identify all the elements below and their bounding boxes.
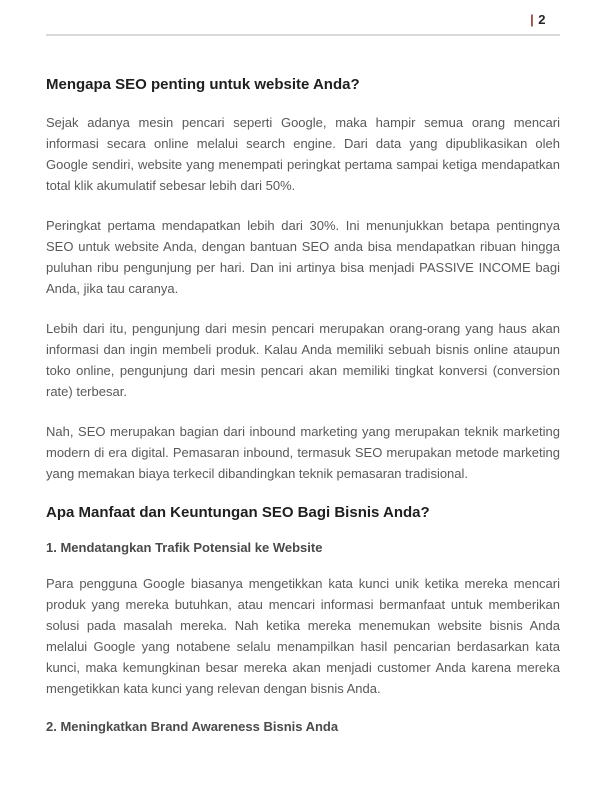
page-number	[46, 12, 560, 28]
paragraph-search-engine-data: Sejak adanya mesin pencari seperti Google, maka hampir semua orang mencari informasi secara online melalui search engine. Dari data yang dipublikasikan oleh Google sendiri, website yang menempati peringkat pertama sampai ketiga mendapatkan total klik akumulatif sebesar lebih dari 50%.	[46, 115, 560, 193]
page-number-value: 2	[538, 12, 546, 27]
heading-seo-benefits: Apa Manfaat dan Keuntungan SEO Bagi Bisnis Anda?	[46, 504, 430, 521]
subheading-potential-traffic: 1. Mendatangkan Trafik Potensial ke Website	[46, 540, 323, 555]
paragraph-google-keywords: Para pengguna Google biasanya mengetikkan kata kunci unik ketika mereka mencari produk yang mereka butuhkan, atau mencari informasi bermanfaat untuk memberikan solusi pada masalah mereka. Nah ketika mereka menemukan website bisnis Anda melalui Google yang notabene selalu menampilkan hasil pencarian berdasarkan kata kunci, maka kemungkinan besar mereka akan menjadi customer Anda karena mereka mengetikkan kata kunci yang relevan dengan bisnis Anda.	[46, 576, 560, 696]
header-rule	[46, 34, 560, 36]
subheading-brand-awareness: 2. Meningkatkan Brand Awareness Bisnis Anda	[46, 719, 339, 734]
paragraph-conversion-rate: Lebih dari itu, pengunjung dari mesin pencari merupakan orang-orang yang haus akan informasi dan ingin membeli produk. Kalau Anda memiliki sebuah bisnis online ataupun toko online, pengunjung dari mesin pencari akan memiliki tingkat konversi (conversion rate) terbesar.	[46, 321, 560, 399]
document-body	[46, 75, 560, 735]
page-number-separator: |	[530, 12, 535, 27]
heading-why-seo-important: Mengapa SEO penting untuk website Anda?	[46, 76, 360, 93]
paragraph-inbound-marketing: Nah, SEO merupakan bagian dari inbound marketing yang merupakan teknik marketing modern di era digital. Pemasaran inbound, termasuk SEO merupakan metode marketing yang memakan biaya terkecil dibandingkan teknik pemasaran tradisional.	[46, 424, 560, 481]
paragraph-first-rank-passive-income: Peringkat pertama mendapatkan lebih dari 30%. Ini menunjukkan betapa pentingnya SEO untuk website Anda, dengan bantuan SEO anda bisa mendapatkan ribuan hingga puluhan ribu pengunjung per hari. Dan ini artinya bisa menjadi PASSIVE INCOME bagi Anda, jika tau caranya.	[46, 218, 560, 296]
page-header	[46, 12, 560, 36]
